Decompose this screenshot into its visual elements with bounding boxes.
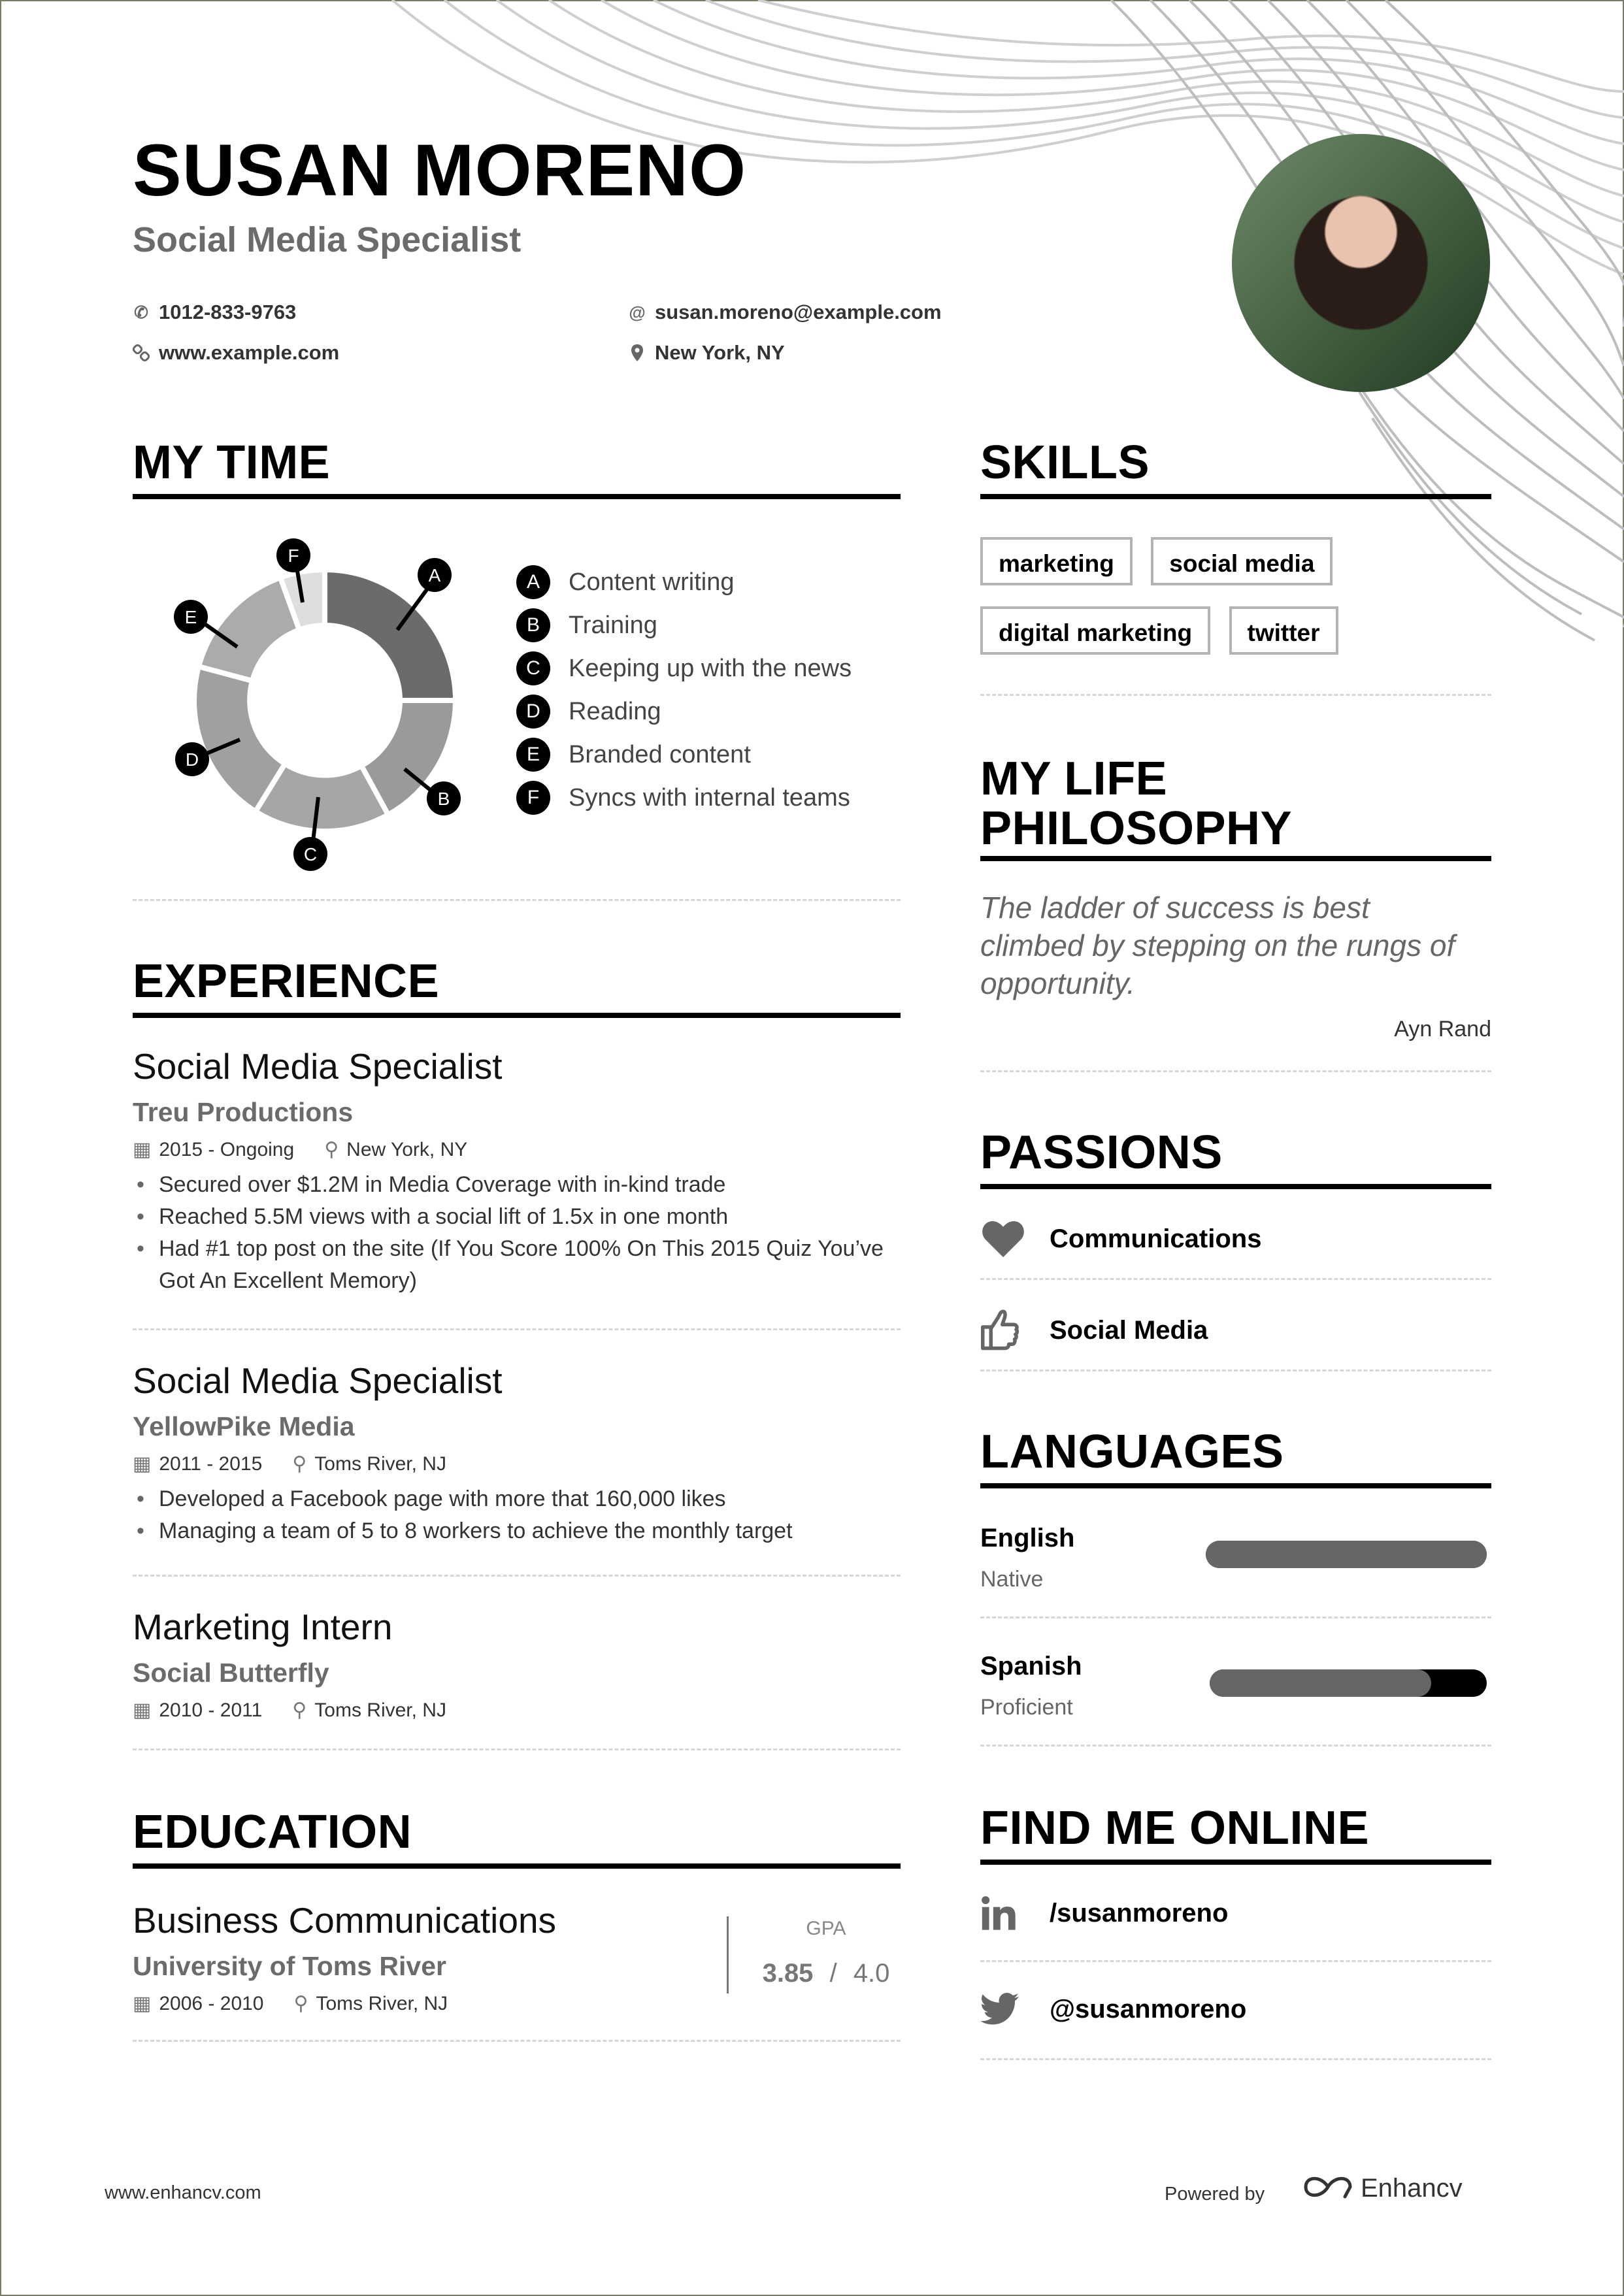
legend-item [516,561,852,604]
section-rule [980,1483,1491,1488]
language-proficiency-bar [1210,1669,1487,1697]
calendar-icon: ▦ [133,1699,152,1721]
job-meta [133,1701,901,1720]
language-name: English [980,1524,1075,1552]
avatar [1232,134,1490,392]
job-bullets [133,1169,901,1297]
language-proficiency-fill [1206,1541,1487,1568]
divider [133,2040,901,2042]
section-rule [980,1860,1491,1865]
divider [980,694,1491,696]
gpa-value [752,1959,901,1988]
skill-tags-row [980,537,1333,585]
contact-email[interactable] [629,302,942,322]
company-name: YellowPike Media [133,1411,355,1441]
gpa-max: 4.0 [853,1959,890,1988]
legend-label: Syncs with internal teams [569,783,850,812]
phone-value: 1012-833-9763 [159,301,297,323]
divider [980,1070,1491,1072]
job-bullets [133,1483,901,1547]
bullet-item: • Managing a team of 5 to 8 workers to achieve the monthly target [133,1515,901,1547]
bullet-item: • Developed a Facebook page with more that 160,000 likes [133,1483,901,1515]
gpa-separator: / [829,1959,837,1988]
job-dates: 2010 - 2011 [159,1699,263,1721]
job-title: Marketing Intern [133,1607,393,1647]
section-rule [980,494,1491,499]
language-level: Native [980,1567,1044,1592]
brand-name: Enhancv [1361,2174,1463,2203]
company-name: Treu Productions [133,1097,354,1127]
passion-item [980,1213,1261,1265]
job-meta [133,1454,901,1474]
section-title-languages: LANGUAGES [980,1426,1284,1478]
education-dates: 2006 - 2010 [159,1993,264,2014]
legend-label: Keeping up with the news [569,654,852,682]
divider [133,1328,901,1330]
twitter-icon [980,1993,1027,2025]
language-item [980,1525,1074,1590]
calendar-icon: ▦ [133,1139,152,1160]
footer-site-link[interactable]: www.enhancv.com [105,2182,261,2203]
gpa-score: 3.85 [762,1959,814,1988]
skill-tag: social media [1151,537,1333,585]
section-rule [980,1184,1491,1189]
philosophy-title-line1: MY LIFE [980,753,1168,805]
section-title-experience: EXPERIENCE [133,955,440,1008]
divider [133,1748,901,1750]
thumbs-up-icon [980,1309,1027,1352]
language-name: Spanish [980,1652,1082,1681]
divider [980,1369,1491,1371]
contact-location [629,342,785,363]
social-link-twitter[interactable] [980,1993,1246,2025]
twitter-handle: @susanmoreno [1050,1994,1247,2024]
legend-badge: E [516,738,550,772]
svg-text:D: D [185,749,199,770]
passion-label: Communications [1050,1224,1262,1253]
social-link-linkedin[interactable] [980,1895,1228,1931]
education-meta [133,1994,721,2014]
job-location: Toms River, NJ [314,1699,446,1721]
legend-item [516,604,852,647]
email-value: susan.moreno@example.com [655,301,942,323]
contact-phone[interactable] [133,302,296,322]
language-proficiency-bar [1206,1541,1487,1568]
section-rule [133,1013,901,1018]
skill-tag: marketing [980,537,1133,585]
experience-entry [133,1046,901,1297]
section-title-education: EDUCATION [133,1806,412,1858]
passion-label: Social Media [1050,1315,1208,1345]
divider [980,2058,1491,2060]
enhancv-logo-icon [1302,2171,1354,2206]
job-dates: 2011 - 2015 [159,1453,263,1475]
location-pin-icon: ⚲ [292,1453,307,1475]
svg-text:F: F [288,546,299,566]
legend-item [516,776,852,819]
job-title: Social Media Specialist [133,1046,503,1087]
experience-entry [133,1609,901,1720]
candidate-name: SUSAN MORENO [133,129,747,211]
skill-tags-row [980,606,1338,655]
linkedin-handle: /susanmoreno [1050,1898,1229,1927]
language-item [980,1653,1082,1718]
legend-badge: C [516,651,550,685]
section-title-philosophy [980,754,1292,853]
svg-text:C: C [303,844,318,864]
school-name: University of Toms River [133,1951,446,1981]
svg-text:E: E [184,607,197,627]
section-title-passions: PASSIONS [980,1126,1223,1179]
legend-badge: A [516,565,550,599]
candidate-role: Social Media Specialist [133,220,522,259]
legend-badge: F [516,781,550,815]
contact-website[interactable] [133,342,339,363]
section-title-skills: SKILLS [980,436,1150,489]
divider [980,1616,1491,1618]
experience-entry [133,1360,901,1547]
location-pin-icon: ⚲ [324,1139,339,1160]
language-proficiency-fill [1210,1669,1431,1697]
passion-item [980,1304,1208,1356]
education-entry [133,1900,721,2014]
footer-brand[interactable] [1302,2171,1463,2206]
divider [980,1745,1491,1747]
location-pin-icon: ⚲ [293,1993,308,2014]
location-pin-icon [629,343,646,363]
divider [980,1278,1491,1280]
calendar-icon: ▦ [133,1993,152,2014]
divider [133,899,901,901]
legend-badge: B [516,608,550,642]
legend-item [516,647,852,690]
job-meta [133,1140,901,1160]
location-pin-icon: ⚲ [292,1699,307,1721]
section-title-my-time: MY TIME [133,436,331,489]
location-value: New York, NY [655,341,785,364]
gpa-divider [727,1916,729,1993]
legend-item [516,690,852,733]
legend-label: Content writing [569,568,735,596]
heart-icon [980,1219,1027,1259]
section-rule [980,856,1491,861]
legend-label: Training [569,611,657,639]
gpa-label: GPA [806,1918,846,1939]
company-name: Social Butterfly [133,1658,329,1688]
bullet-item: • Reached 5.5M views with a social lift of 1.5x in one month [133,1201,901,1233]
section-rule [133,1863,901,1869]
linkedin-icon [980,1895,1027,1931]
job-location: New York, NY [346,1139,468,1160]
education-location: Toms River, NJ [316,1993,448,2014]
section-rule [133,494,901,499]
my-time-legend [516,561,852,819]
skill-tag: twitter [1229,606,1338,655]
phone-icon: ✆ [134,302,148,322]
section-title-find-me-online: FIND ME ONLINE [980,1802,1369,1854]
job-title: Social Media Specialist [133,1360,503,1401]
bullet-item: • Had #1 top post on the site (If You Score 100% On This 2015 Quiz You’ve Got An Excellent Memory) [133,1233,901,1297]
legend-label: Branded content [569,740,751,768]
philosophy-title-line2: PHILOSOPHY [980,802,1293,855]
footer-powered-by: Powered by [1165,2184,1265,2205]
legend-item [516,733,852,776]
link-icon [133,343,150,363]
bullet-item: • Secured over $1.2M in Media Coverage with in-kind trade [133,1169,901,1201]
website-value: www.example.com [159,341,340,364]
quote-author: Ayn Rand [1394,1017,1491,1041]
divider [133,1575,901,1577]
legend-label: Reading [569,697,661,725]
job-location: Toms River, NJ [314,1453,446,1475]
skill-tag: digital marketing [980,606,1210,655]
philosophy-quote: The ladder of success is best climbed by stepping on the rungs of opportunity. [980,891,1455,1000]
calendar-icon: ▦ [133,1453,152,1475]
job-dates: 2015 - Ongoing [159,1139,295,1160]
degree: Business Communications [133,1900,557,1941]
legend-badge: D [516,695,550,729]
my-time-donut-chart [144,523,497,876]
svg-text:A: A [428,565,441,585]
divider [980,1960,1491,1962]
language-level: Proficient [980,1695,1073,1720]
at-icon: @ [629,302,646,322]
svg-text:B: B [437,789,450,809]
